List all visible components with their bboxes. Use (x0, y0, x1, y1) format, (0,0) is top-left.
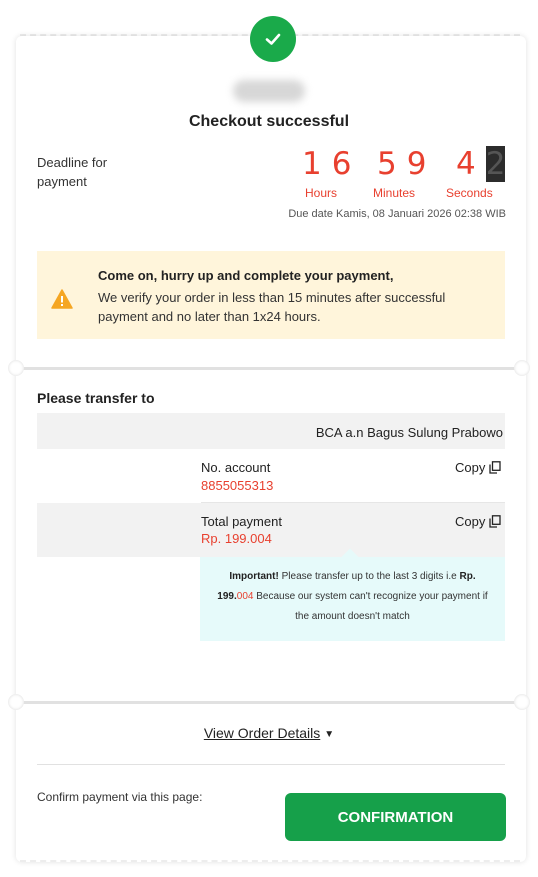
important-note (200, 557, 505, 641)
warning-title: Come on, hurry up and complete your payment, (98, 268, 394, 283)
confirm-label: Confirm payment via this page: (37, 790, 203, 804)
total-amount: Rp. 199.004 (201, 531, 272, 546)
hours-label: Hours (305, 186, 338, 200)
confirmation-button[interactable]: CONFIRMATION (285, 793, 506, 841)
view-order-details-link[interactable]: View Order Details (203, 725, 321, 741)
deadline-label: Deadline for payment (37, 155, 108, 189)
important-text-2: Because our system can't recognize your payment if the amount doesn't match (253, 591, 488, 622)
countdown-seconds (456, 146, 505, 182)
bank-row (37, 413, 505, 449)
copy-total-button[interactable] (455, 514, 501, 529)
minutes-label: Minutes (373, 186, 416, 200)
hours-digit-1: 1 (302, 146, 322, 182)
bank-name: BCA a.n Bagus Sulung Prabowo (315, 425, 503, 440)
section-divider (16, 367, 526, 370)
footer-separator (37, 764, 505, 765)
important-bold: Important! (229, 571, 279, 582)
hours-digit-2: 6 (331, 146, 352, 182)
success-check-icon (250, 16, 296, 62)
copy-account-button[interactable] (455, 460, 501, 475)
transfer-title: Please transfer to (37, 390, 155, 406)
page-title: Checkout successful (188, 113, 350, 130)
account-label: No. account (201, 460, 271, 475)
important-amount-prefix: Rp. 199. (217, 571, 476, 602)
account-number: 8855055313 (201, 478, 274, 493)
warning-text: We verify your order in less than 15 minutes after successful payment and no later than 1x24 hours. (98, 290, 446, 324)
copy-icon (489, 461, 501, 474)
ticket-notch-left (8, 694, 24, 710)
seconds-label: Seconds (446, 186, 493, 200)
minutes-digit-2: 9 (406, 146, 427, 182)
ticket-notch-left (8, 360, 24, 376)
seconds-digit-2: 2 (485, 146, 506, 182)
due-date: Due date Kamis, 08 Januari 2026 02:38 WIB (288, 208, 506, 220)
total-label: Total payment (201, 514, 282, 529)
important-text-1: Please transfer up to the last 3 digits i.e (278, 571, 460, 582)
section-divider (16, 701, 526, 704)
view-order-details[interactable] (0, 725, 538, 741)
ticket-notch-right (514, 694, 530, 710)
warning-icon (51, 289, 73, 309)
copy-account-label: Copy (455, 460, 486, 475)
important-amount-suffix: 004 (236, 591, 254, 602)
minutes-digit-1: 5 (377, 146, 397, 182)
copy-icon (489, 515, 501, 528)
chevron-down-icon: ▼ (324, 728, 335, 740)
countdown-minutes (377, 146, 426, 182)
countdown-hours (302, 146, 351, 182)
seconds-digit-1: 4 (456, 146, 476, 182)
blurred-user-name (233, 80, 305, 102)
copy-total-label: Copy (455, 514, 486, 529)
total-row (37, 503, 505, 557)
ticket-notch-right (514, 360, 530, 376)
warning-banner (37, 251, 505, 339)
